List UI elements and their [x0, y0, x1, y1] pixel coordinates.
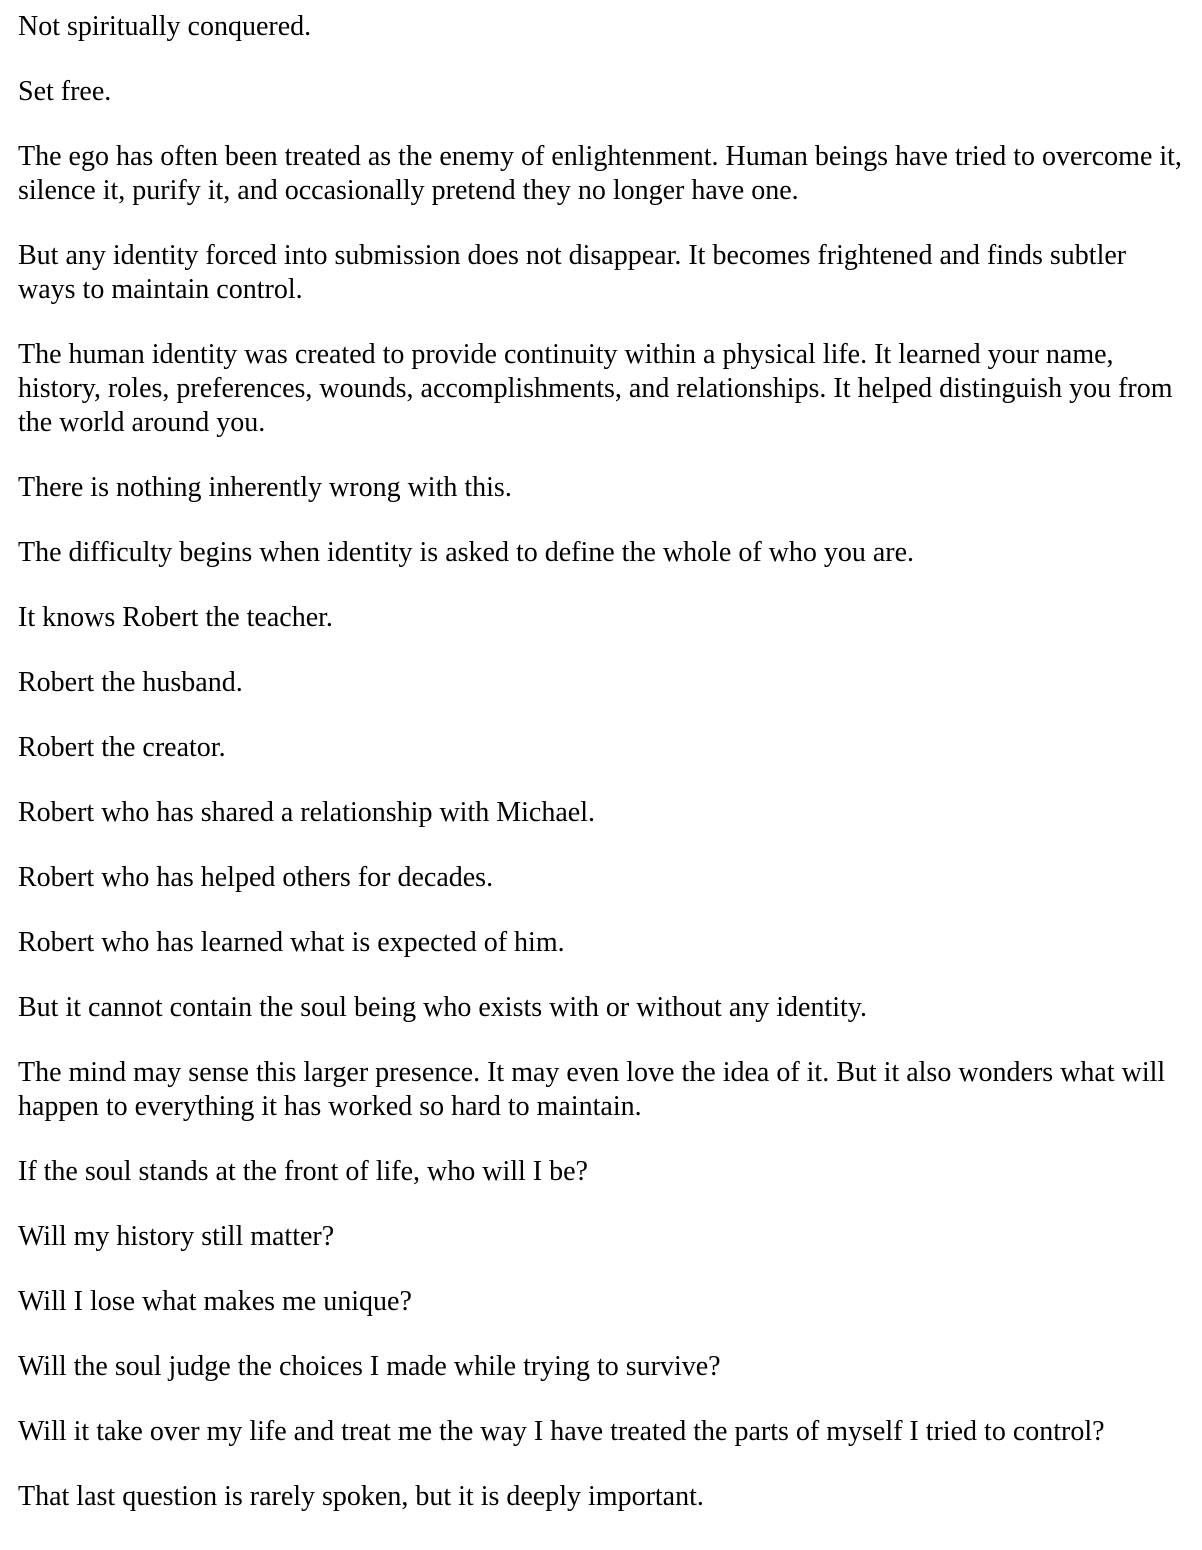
- paragraph: Will it take over my life and treat me the way I have treated the parts of myself I tried to control?: [18, 1416, 1105, 1447]
- paragraph: Set free.: [18, 76, 112, 107]
- paragraph: Robert who has shared a relationship with Michael.: [18, 797, 595, 828]
- paragraph: Not spiritually conquered.: [18, 11, 312, 42]
- paragraph: If the soul stands at the front of life, who will I be?: [18, 1156, 588, 1187]
- paragraph: Robert the husband.: [18, 667, 243, 698]
- paragraph: Will the soul judge the choices I made while trying to survive?: [18, 1351, 721, 1382]
- paragraph: Robert who has helped others for decades.: [18, 862, 494, 893]
- paragraph: There is nothing inherently wrong with this.: [18, 472, 512, 503]
- paragraph: Will I lose what makes me unique?: [18, 1286, 412, 1317]
- paragraph: But any identity forced into submission does not disappear. It becomes frightened and finds subtler ways to maintain control.: [18, 240, 1127, 305]
- paragraph: Will my history still matter?: [18, 1221, 335, 1252]
- paragraph: The difficulty begins when identity is asked to define the whole of who you are.: [18, 537, 915, 568]
- paragraph: The mind may sense this larger presence. It may even love the idea of it. But it also wonders what will happen to everything it has worked so hard to maintain.: [18, 1057, 1166, 1122]
- paragraph: But it cannot contain the soul being who exists with or without any identity.: [18, 992, 867, 1023]
- paragraph: Robert the creator.: [18, 732, 226, 763]
- paragraph: That last question is rarely spoken, but it is deeply important.: [18, 1481, 704, 1512]
- paragraph: It knows Robert the teacher.: [18, 602, 333, 633]
- paragraph: The ego has often been treated as the enemy of enlightenment. Human beings have tried to overcome it, silence it, purify it, and occasionally pretend they no longer have one.: [18, 141, 1182, 206]
- paragraph: The human identity was created to provide continuity within a physical life. It learned your name, history, roles, preferences, wounds, accomplishments, and relationships. It helped distinguish you from the world around you.: [18, 339, 1173, 438]
- document-body: [18, 10, 1184, 1514]
- paragraph: Robert who has learned what is expected of him.: [18, 927, 565, 958]
